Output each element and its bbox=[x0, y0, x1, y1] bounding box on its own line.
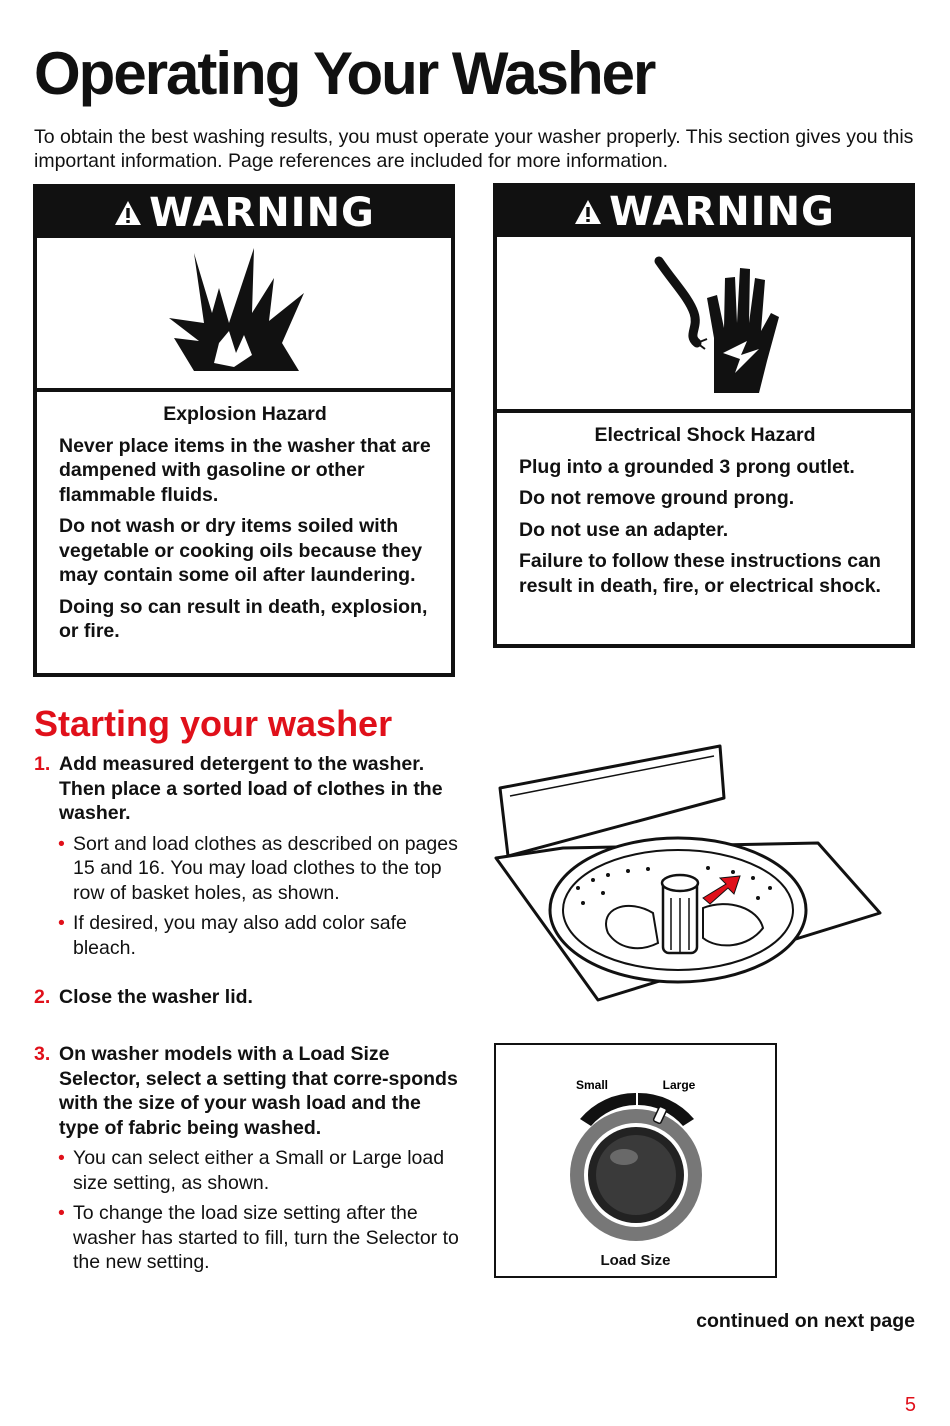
warning-paragraph: Plug into a grounded 3 prong outlet. bbox=[519, 455, 855, 478]
load-size-dial bbox=[496, 1045, 775, 1245]
bullet-text: If desired, you may also add color safe bleach. bbox=[73, 912, 407, 959]
page-title: Operating Your Washer bbox=[34, 40, 655, 107]
bullet-text: Sort and load clothes as described on pages 15 and 16. You may load clothes to the top row of basket holes, as shown. bbox=[73, 832, 458, 904]
explosion-warning-box bbox=[33, 184, 455, 677]
alert-triangle-icon bbox=[573, 198, 603, 226]
warning-header-label: WARNING bbox=[149, 190, 375, 236]
alert-triangle-icon bbox=[113, 199, 143, 227]
warning-paragraph: Doing so can result in death, explosion, or fire. bbox=[59, 595, 428, 642]
step-text: On washer models with a Load Size Selector, select a setting that corre-sponds with the size of your wash load and the type of fabric being washed. bbox=[59, 1043, 458, 1139]
step-number: 3. bbox=[34, 1043, 51, 1065]
warning-header bbox=[497, 187, 911, 237]
shock-hand-icon bbox=[619, 243, 789, 403]
warning-paragraph: Failure to follow these instructions can result in death, fire, or electrical shock. bbox=[519, 550, 881, 597]
bullet-text: To change the load size setting after the washer has started to fill, turn the Selector to the new setting. bbox=[73, 1202, 459, 1273]
warning-paragraph: Never place items in the washer that are dampened with gasoline or other flammable fluids. bbox=[59, 434, 431, 506]
warning-header-label: WARNING bbox=[609, 189, 835, 235]
shock-pictogram bbox=[497, 237, 911, 413]
hazard-title: Explosion Hazard bbox=[163, 403, 327, 425]
hazard-title: Electrical Shock Hazard bbox=[594, 424, 816, 446]
load-size-figure bbox=[494, 1043, 777, 1278]
step-1 bbox=[34, 752, 464, 960]
warning-paragraph: Do not use an adapter. bbox=[519, 518, 729, 541]
section-title: Starting your washer bbox=[34, 703, 393, 744]
warning-paragraph: Do not wash or dry items soiled with vegetable or cooking oils because they may contain some oil after laundering. bbox=[59, 515, 423, 586]
explosion-pictogram bbox=[37, 238, 451, 392]
dial-large-label: Large bbox=[662, 1078, 696, 1092]
step-number: 1. bbox=[34, 753, 51, 775]
step-bullet: • Sort and load clothes as described on pages 15 and 16. You may load clothes to the top row of basket holes, as shown. bbox=[58, 832, 458, 904]
continued-note: continued on next page bbox=[696, 1310, 915, 1332]
explosion-icon bbox=[164, 243, 324, 383]
explosion-warning-text bbox=[37, 392, 451, 644]
step-number: 2. bbox=[34, 986, 51, 1008]
intro-text: To obtain the best washing results, you must operate your washer properly. This section gives you this important information. Page references are included for more information. bbox=[34, 126, 914, 172]
dial-caption: Load Size bbox=[600, 1252, 671, 1269]
step-2 bbox=[34, 985, 464, 1010]
shock-warning-text bbox=[497, 413, 911, 598]
washer-tub-illustration bbox=[488, 738, 888, 1006]
warning-paragraph: Do not remove ground prong. bbox=[519, 487, 795, 509]
step-text: Add measured detergent to the washer. Then place a sorted load of clothes in the washer. bbox=[59, 753, 443, 824]
warning-header bbox=[37, 188, 451, 238]
step-bullet: • To change the load size setting after the washer has started to fill, turn the Selector to the new setting. bbox=[58, 1202, 459, 1273]
page-number: 5 bbox=[904, 1394, 916, 1416]
bullet-text: You can select either a Small or Large load size setting, as shown. bbox=[73, 1147, 445, 1194]
step-3 bbox=[34, 1042, 464, 1275]
dial-small-label: Small bbox=[575, 1078, 609, 1092]
shock-warning-box bbox=[493, 183, 915, 648]
step-text: Close the washer lid. bbox=[59, 986, 253, 1008]
step-bullet: • If desired, you may also add color safe bleach. bbox=[58, 912, 407, 959]
step-bullet: • You can select either a Small or Large load size setting, as shown. bbox=[58, 1147, 445, 1194]
